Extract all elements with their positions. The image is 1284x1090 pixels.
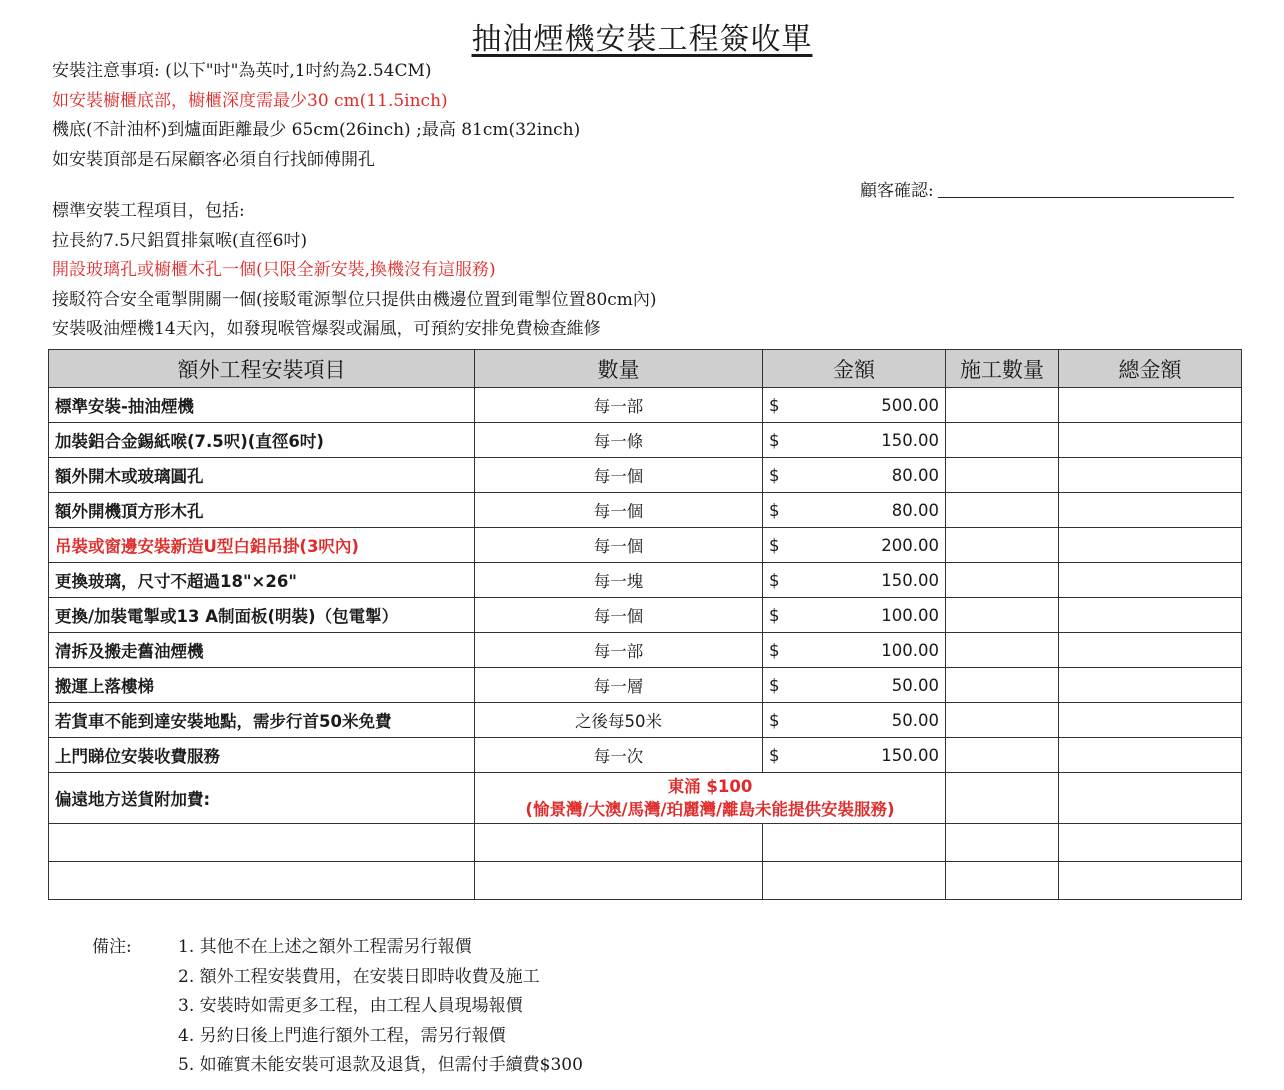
table-row (49, 703, 1242, 738)
standard-item-line: 開設玻璃孔或櫥櫃木孔一個(只限全新安裝,換機沒有這服務) (52, 260, 496, 280)
remark-item: 4. 另約日後上門進行額外工程，需另行報價 (178, 1025, 506, 1046)
row-item: 搬運上落樓梯 (49, 668, 475, 703)
table-row (49, 668, 1242, 703)
note-line: 安裝注意事項: (以下"吋"為英吋,1吋約為2.54CM) (52, 61, 432, 81)
surcharge-line2: (愉景灣/大澳/馬灣/珀麗灣/離島未能提供安裝服務) (525, 800, 895, 819)
row-total[interactable] (1059, 388, 1242, 423)
table-row (49, 388, 1242, 423)
table-row (49, 598, 1242, 633)
currency-symbol: $ (769, 605, 780, 625)
currency-symbol: $ (769, 675, 780, 695)
page-title: 抽油煙機安裝工程簽收單 (471, 22, 813, 57)
row-item: 若貨車不能到達安裝地點，需步行首50米免費 (49, 703, 475, 738)
row-work-qty[interactable] (946, 528, 1059, 563)
currency-symbol: $ (769, 465, 780, 485)
row-total[interactable] (1059, 458, 1242, 493)
row-item: 額外開木或玻璃圓孔 (49, 458, 475, 493)
surcharge-row (49, 773, 1242, 824)
row-total[interactable] (1059, 633, 1242, 668)
standard-item-line: 標準安裝工程項目，包括: (52, 201, 245, 221)
standard-item-line: 拉長約7.5尺鋁質排氣喉(直徑6吋) (52, 230, 308, 251)
row-item: 清拆及搬走舊油煙機 (49, 633, 475, 668)
row-work-qty[interactable] (946, 458, 1059, 493)
empty-cell[interactable] (49, 862, 475, 900)
row-qty: 每一個 (475, 528, 763, 563)
row-total[interactable] (1059, 423, 1242, 458)
row-amount (763, 703, 946, 738)
amount-value: 150.00 (881, 570, 939, 590)
row-qty: 每一部 (475, 633, 763, 668)
header-amount: 金額 (763, 350, 946, 388)
row-item: 標準安裝-抽油煙機 (49, 388, 475, 423)
customer-confirm-label: 顧客確認: (860, 181, 934, 201)
remarks-label: 備注: (92, 937, 132, 957)
row-work-qty[interactable] (946, 598, 1059, 633)
currency-symbol: $ (769, 500, 780, 520)
amount-value: 150.00 (881, 745, 939, 765)
amount-value: 80.00 (891, 500, 939, 520)
row-amount (763, 633, 946, 668)
empty-cell[interactable] (946, 862, 1059, 900)
currency-symbol: $ (769, 570, 780, 590)
row-qty: 之後每50米 (475, 703, 763, 738)
row-qty: 每一個 (475, 493, 763, 528)
empty-row (49, 824, 1242, 862)
row-work-qty[interactable] (946, 668, 1059, 703)
remark-item: 3. 安裝時如需更多工程，由工程人員現場報價 (178, 996, 523, 1016)
row-amount (763, 563, 946, 598)
row-item: 上門睇位安裝收費服務 (49, 738, 475, 773)
amount-value: 200.00 (881, 535, 939, 555)
standard-installation-items (52, 197, 657, 345)
currency-symbol: $ (769, 430, 780, 450)
row-item: 加裝鋁合金錫紙喉(7.5呎)(直徑6吋) (49, 423, 475, 458)
empty-cell[interactable] (475, 824, 763, 862)
row-item: 更換玻璃，尺寸不超過18"×26" (49, 563, 475, 598)
amount-value: 80.00 (891, 465, 939, 485)
empty-row (49, 862, 1242, 900)
table-row (49, 563, 1242, 598)
remark-item: 1. 其他不在上述之額外工程需另行報價 (178, 937, 472, 957)
row-amount (763, 598, 946, 633)
row-item: 更換/加裝電掣或13 A制面板(明裝)（包電掣） (49, 598, 475, 633)
row-qty: 每一部 (475, 388, 763, 423)
amount-value: 50.00 (891, 675, 939, 695)
header-work-qty: 施工數量 (946, 350, 1059, 388)
table-row (49, 633, 1242, 668)
currency-symbol: $ (769, 395, 780, 415)
row-amount (763, 738, 946, 773)
header-total: 總金額 (1059, 350, 1242, 388)
remark-item: 5. 如確實未能安裝可退款及退貨，但需付手續費$300 (178, 1055, 583, 1075)
surcharge-detail (475, 773, 946, 824)
table-row (49, 528, 1242, 563)
installation-notes (52, 57, 580, 175)
header-qty: 數量 (475, 350, 763, 388)
row-item: 額外開機頂方形木孔 (49, 493, 475, 528)
table-row (49, 493, 1242, 528)
row-qty: 每一次 (475, 738, 763, 773)
remarks-list (178, 933, 583, 1081)
row-work-qty[interactable] (946, 388, 1059, 423)
table-row (49, 423, 1242, 458)
row-amount (763, 458, 946, 493)
amount-value: 50.00 (891, 710, 939, 730)
row-amount (763, 423, 946, 458)
note-line: 如安裝櫥櫃底部，櫥櫃深度需最少30 cm(11.5inch) (52, 90, 448, 111)
surcharge-item: 偏遠地方送貨附加費: (49, 773, 475, 824)
row-total[interactable] (1059, 563, 1242, 598)
row-work-qty[interactable] (946, 633, 1059, 668)
table-row (49, 738, 1242, 773)
note-line: 機底(不計油杯)到爐面距離最少 65cm(26inch) ;最高 81cm(32inch) (52, 120, 581, 140)
empty-cell[interactable] (763, 862, 946, 900)
amount-value: 100.00 (881, 605, 939, 625)
customer-confirm (860, 176, 1234, 201)
row-total[interactable] (1059, 528, 1242, 563)
row-qty: 每一層 (475, 668, 763, 703)
row-total[interactable] (1059, 598, 1242, 633)
row-total[interactable] (1059, 493, 1242, 528)
empty-cell[interactable] (763, 824, 946, 862)
empty-cell[interactable] (475, 862, 763, 900)
currency-symbol: $ (769, 710, 780, 730)
row-total[interactable] (1059, 773, 1242, 824)
empty-cell[interactable] (1059, 862, 1242, 900)
empty-cell[interactable] (1059, 824, 1242, 862)
table-header-row (49, 350, 1242, 388)
row-work-qty[interactable] (946, 738, 1059, 773)
row-qty: 每一條 (475, 423, 763, 458)
remark-item: 2. 額外工程安裝費用，在安裝日即時收費及施工 (178, 966, 540, 987)
empty-cell[interactable] (49, 824, 475, 862)
row-work-qty[interactable] (946, 773, 1059, 824)
row-amount (763, 528, 946, 563)
row-qty: 每一塊 (475, 563, 763, 598)
row-work-qty[interactable] (946, 493, 1059, 528)
amount-value: 100.00 (881, 640, 939, 660)
amount-value: 150.00 (881, 430, 939, 450)
header-item: 額外工程安裝項目 (49, 350, 475, 388)
empty-cell[interactable] (946, 824, 1059, 862)
currency-symbol: $ (769, 535, 780, 555)
standard-item-line: 接駁符合安全電掣開關一個(接駁電源掣位只提供由機邊位置到電掣位置80cm內) (52, 289, 657, 310)
table-row (49, 458, 1242, 493)
standard-item-line: 安裝吸油煙機14天內，如發現喉管爆裂或漏風，可預約安排免費檢查維修 (52, 319, 601, 339)
row-qty: 每一個 (475, 458, 763, 493)
row-item: 吊裝或窗邊安裝新造U型白鋁吊掛(3呎內) (49, 528, 475, 563)
currency-symbol: $ (769, 640, 780, 660)
row-work-qty[interactable] (946, 423, 1059, 458)
row-amount (763, 668, 946, 703)
note-line: 如安裝頂部是石屎顧客必須自行找師傅開孔 (52, 149, 375, 170)
extra-works-table (48, 349, 1242, 900)
row-amount (763, 493, 946, 528)
signature-line[interactable] (938, 180, 1234, 198)
currency-symbol: $ (769, 745, 780, 765)
amount-value: 500.00 (881, 395, 939, 415)
row-work-qty[interactable] (946, 703, 1059, 738)
row-total[interactable] (1059, 738, 1242, 773)
row-amount (763, 388, 946, 423)
row-total[interactable] (1059, 703, 1242, 738)
row-total[interactable] (1059, 668, 1242, 703)
surcharge-line1: 東涌 $100 (667, 777, 753, 796)
row-qty: 每一個 (475, 598, 763, 633)
row-work-qty[interactable] (946, 563, 1059, 598)
